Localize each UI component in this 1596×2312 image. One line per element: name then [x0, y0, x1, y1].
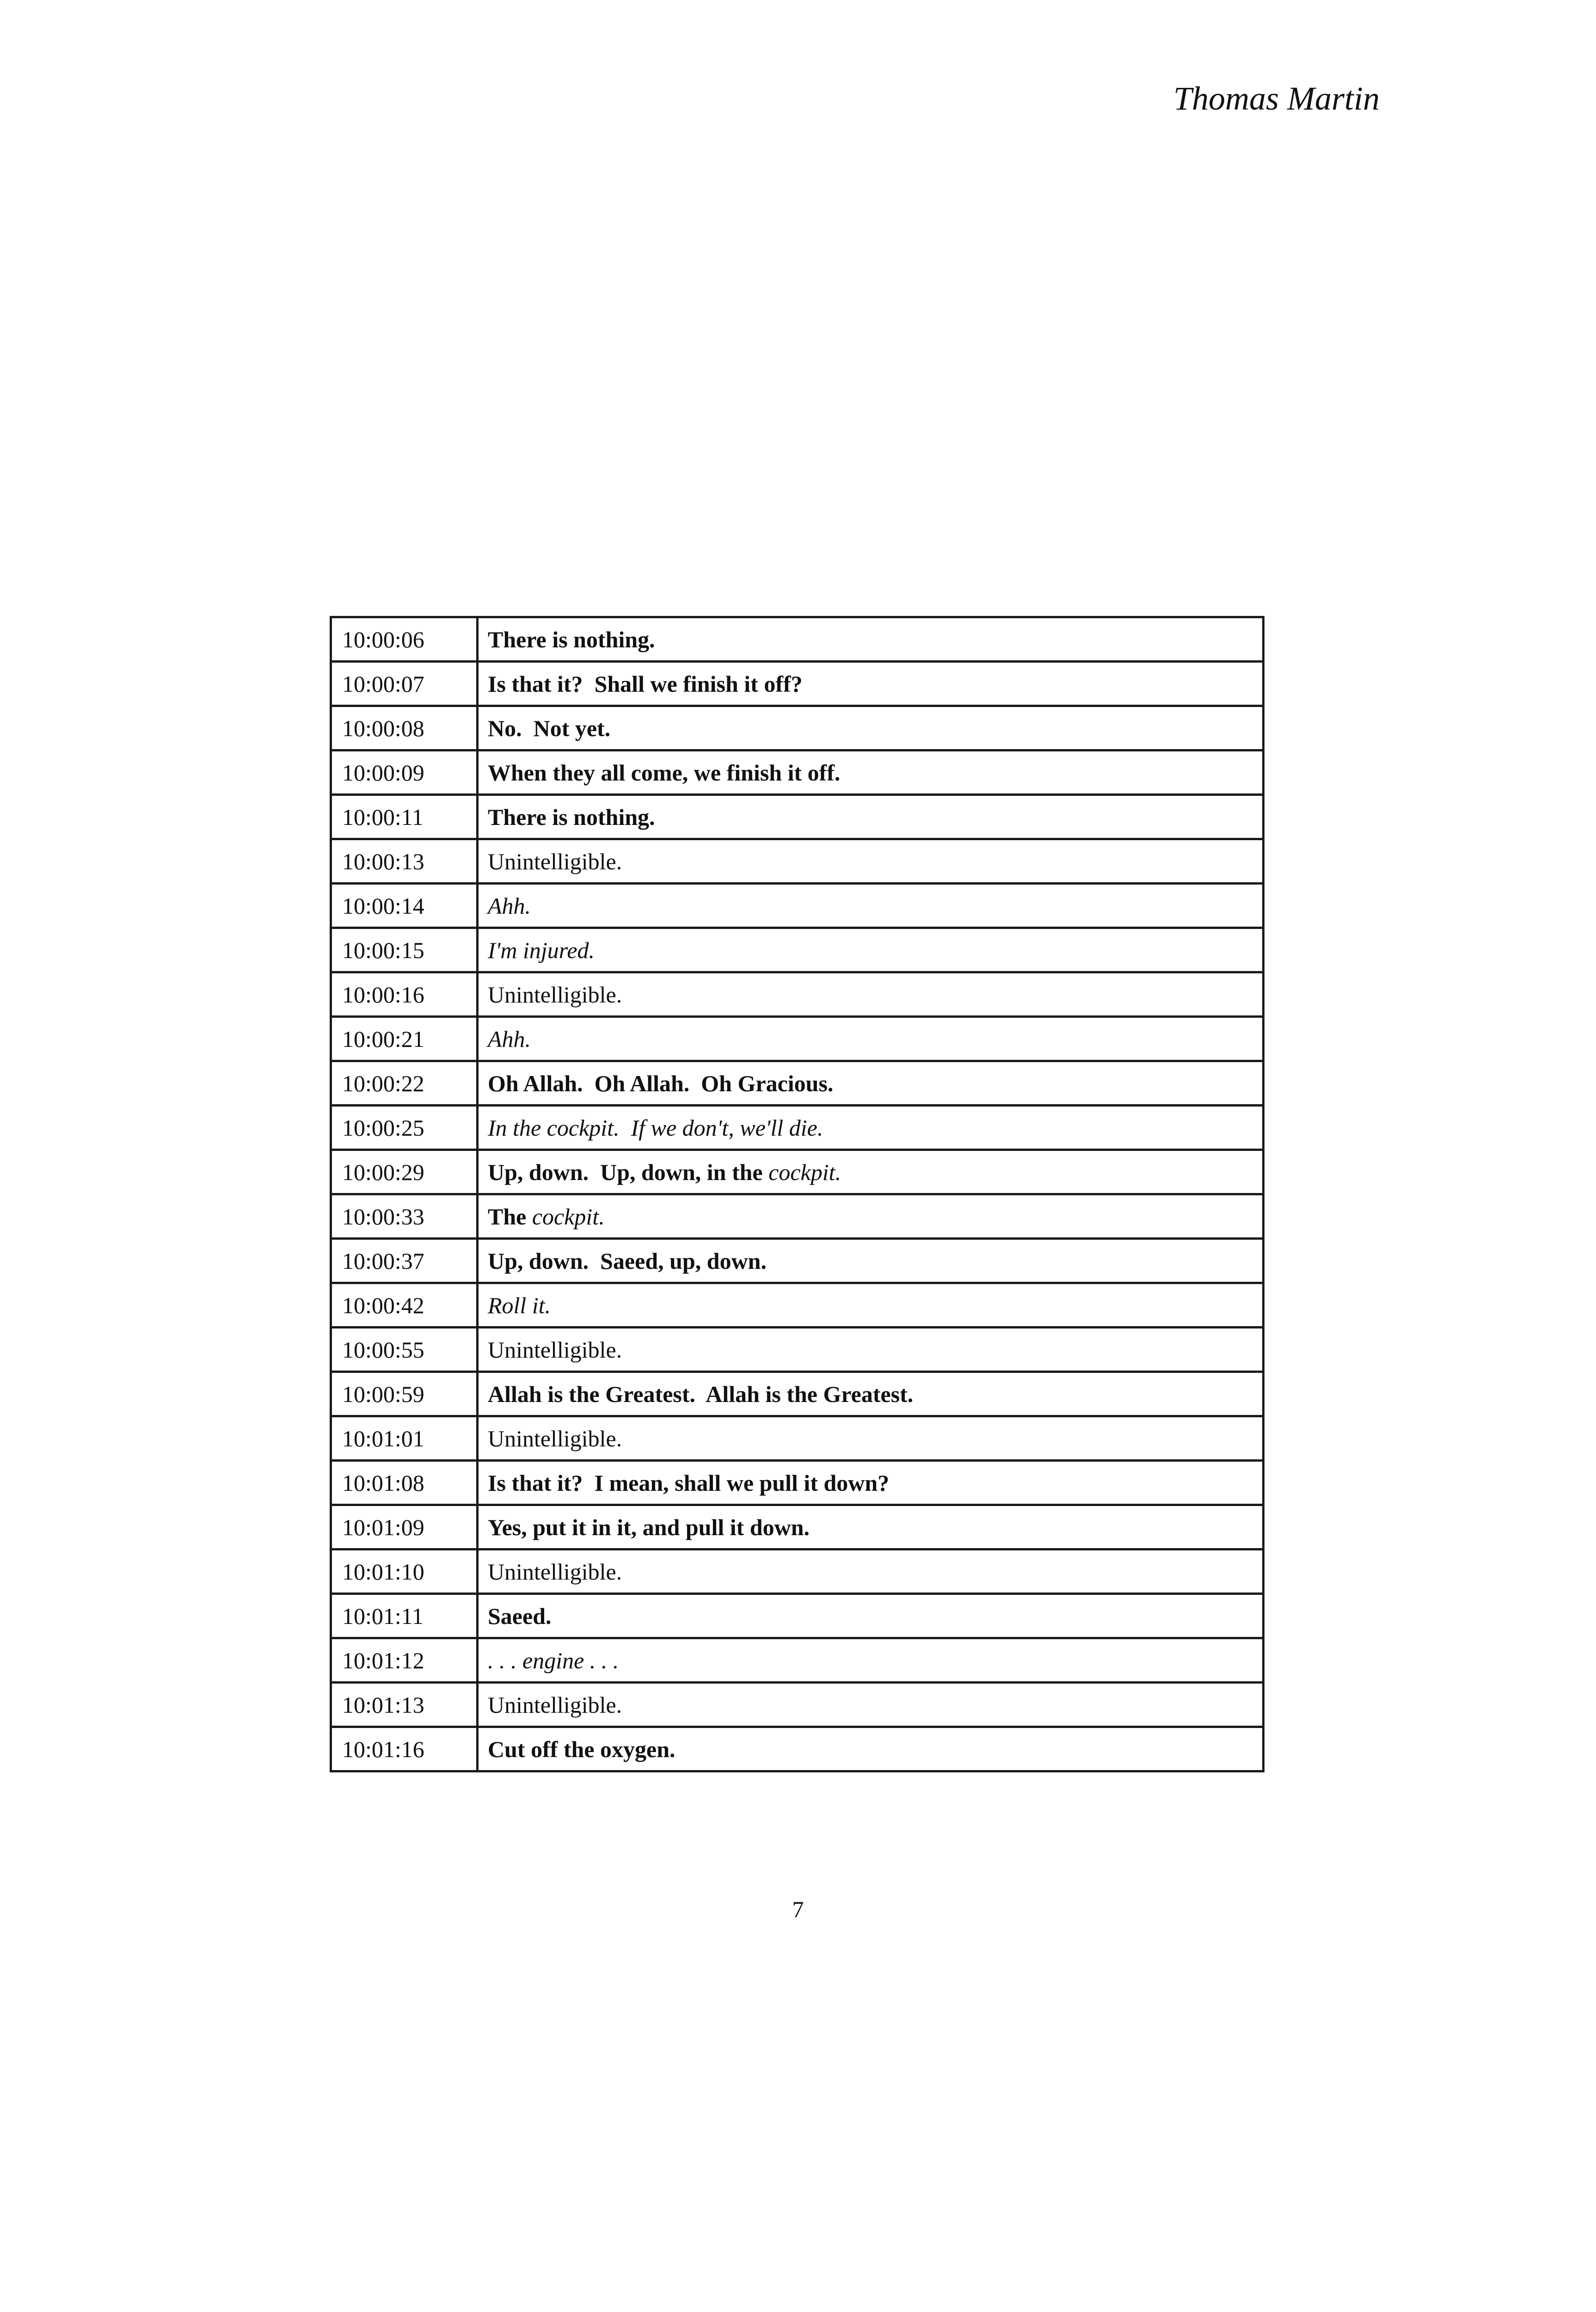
- timestamp-cell: 10:01:11: [331, 1594, 478, 1638]
- timestamp-cell: 10:01:13: [331, 1683, 478, 1727]
- utterance-cell: [478, 1594, 1264, 1638]
- transcript-table: [330, 616, 1265, 1772]
- timestamp-cell: 10:01:09: [331, 1505, 478, 1550]
- utterance-cell: [478, 928, 1264, 972]
- utterance-cell: [478, 1239, 1264, 1283]
- timestamp-cell: 10:00:13: [331, 839, 478, 884]
- utterance-cell: [478, 1328, 1264, 1372]
- running-header-author: Thomas Martin: [1173, 80, 1380, 117]
- utterance-cell: [478, 750, 1264, 795]
- utterance-cell: [478, 972, 1264, 1017]
- utterance-text: There is nothing.: [488, 626, 655, 652]
- timestamp-cell: 10:00:14: [331, 884, 478, 928]
- utterance-text: Oh Allah. Oh Allah. Oh Gracious.: [488, 1070, 834, 1096]
- timestamp-cell: 10:00:09: [331, 750, 478, 795]
- utterance-cell: [478, 1505, 1264, 1550]
- utterance-text: Ahh.: [488, 892, 531, 919]
- transcript-row: [331, 1061, 1264, 1106]
- transcript-row: [331, 1550, 1264, 1594]
- utterance-text: Allah is the Greatest. Allah is the Greatest.: [488, 1381, 914, 1407]
- utterance-text: Is that it? Shall we finish it off?: [488, 670, 803, 697]
- transcript-row: [331, 1461, 1264, 1505]
- transcript-row: [331, 1727, 1264, 1771]
- utterance-cell: [478, 1727, 1264, 1771]
- transcript-row: [331, 1683, 1264, 1727]
- utterance-cell: [478, 1550, 1264, 1594]
- timestamp-cell: 10:00:29: [331, 1150, 478, 1194]
- utterance-cell: [478, 1194, 1264, 1239]
- utterance-text: Up, down. Up, down, in the: [488, 1159, 769, 1185]
- utterance-text: Unintelligible.: [488, 981, 622, 1008]
- transcript-row: [331, 750, 1264, 795]
- utterance-text: Unintelligible.: [488, 848, 622, 874]
- utterance-text: cockpit.: [532, 1203, 605, 1230]
- transcript-row: [331, 795, 1264, 839]
- utterance-cell: [478, 1283, 1264, 1328]
- timestamp-cell: 10:00:59: [331, 1372, 478, 1416]
- utterance-cell: [478, 839, 1264, 884]
- timestamp-cell: 10:00:11: [331, 795, 478, 839]
- transcript-row: [331, 1194, 1264, 1239]
- timestamp-cell: 10:00:55: [331, 1328, 478, 1372]
- transcript-row: [331, 839, 1264, 884]
- utterance-cell: [478, 706, 1264, 750]
- utterance-text: . . . engine . . .: [488, 1647, 619, 1673]
- transcript-row: [331, 1505, 1264, 1550]
- utterance-text: Unintelligible.: [488, 1425, 622, 1451]
- transcript-row: [331, 1283, 1264, 1328]
- transcript-row: [331, 662, 1264, 706]
- timestamp-cell: 10:00:16: [331, 972, 478, 1017]
- transcript-row: [331, 706, 1264, 750]
- utterance-cell: [478, 795, 1264, 839]
- utterance-text: The: [488, 1203, 532, 1230]
- utterance-text: Up, down. Saeed, up, down.: [488, 1248, 767, 1274]
- utterance-cell: [478, 1638, 1264, 1683]
- transcript-row: [331, 1594, 1264, 1638]
- transcript-row: [331, 884, 1264, 928]
- utterance-cell: [478, 1150, 1264, 1194]
- utterance-cell: [478, 1106, 1264, 1150]
- timestamp-cell: 10:00:21: [331, 1017, 478, 1061]
- utterance-cell: [478, 662, 1264, 706]
- timestamp-cell: 10:00:42: [331, 1283, 478, 1328]
- timestamp-cell: 10:01:01: [331, 1416, 478, 1461]
- timestamp-cell: 10:00:08: [331, 706, 478, 750]
- utterance-text: Cut off the oxygen.: [488, 1736, 675, 1762]
- utterance-text: cockpit.: [768, 1159, 841, 1185]
- timestamp-cell: 10:00:06: [331, 617, 478, 662]
- transcript-row: [331, 1328, 1264, 1372]
- utterance-text: When they all come, we finish it off.: [488, 759, 841, 786]
- utterance-text: Unintelligible.: [488, 1558, 622, 1585]
- utterance-text: I'm injured.: [488, 937, 595, 963]
- timestamp-cell: 10:00:22: [331, 1061, 478, 1106]
- timestamp-cell: 10:01:10: [331, 1550, 478, 1594]
- transcript-row: [331, 1106, 1264, 1150]
- transcript-row: [331, 1372, 1264, 1416]
- utterance-text: Is that it? I mean, shall we pull it down?: [488, 1470, 890, 1496]
- timestamp-cell: 10:00:07: [331, 662, 478, 706]
- utterance-cell: [478, 1416, 1264, 1461]
- timestamp-cell: 10:00:15: [331, 928, 478, 972]
- utterance-cell: [478, 1372, 1264, 1416]
- utterance-text: Unintelligible.: [488, 1691, 622, 1718]
- timestamp-cell: 10:01:16: [331, 1727, 478, 1771]
- utterance-cell: [478, 617, 1264, 662]
- utterance-cell: [478, 1061, 1264, 1106]
- transcript-row: [331, 1638, 1264, 1683]
- transcript-row: [331, 617, 1264, 662]
- timestamp-cell: 10:00:33: [331, 1194, 478, 1239]
- utterance-text: No. Not yet.: [488, 715, 611, 741]
- transcript-row: [331, 972, 1264, 1017]
- transcript-body: [331, 617, 1264, 1771]
- utterance-text: In the cockpit. If we don't, we'll die.: [488, 1114, 823, 1141]
- exhibit-page-number: 7: [792, 1896, 804, 1922]
- utterance-text: Roll it.: [488, 1292, 551, 1318]
- timestamp-cell: 10:01:12: [331, 1638, 478, 1683]
- utterance-cell: [478, 1017, 1264, 1061]
- transcript-row: [331, 1416, 1264, 1461]
- utterance-text: Saeed.: [488, 1603, 552, 1629]
- transcript-row: [331, 928, 1264, 972]
- utterance-text: Ahh.: [488, 1026, 531, 1052]
- timestamp-cell: 10:00:25: [331, 1106, 478, 1150]
- timestamp-cell: 10:00:37: [331, 1239, 478, 1283]
- timestamp-cell: 10:01:08: [331, 1461, 478, 1505]
- utterance-text: Yes, put it in it, and pull it down.: [488, 1514, 810, 1540]
- transcript-row: [331, 1017, 1264, 1061]
- transcript-row: [331, 1150, 1264, 1194]
- utterance-text: There is nothing.: [488, 804, 655, 830]
- utterance-cell: [478, 1461, 1264, 1505]
- utterance-cell: [478, 884, 1264, 928]
- transcript-row: [331, 1239, 1264, 1283]
- utterance-text: Unintelligible.: [488, 1336, 622, 1363]
- utterance-cell: [478, 1683, 1264, 1727]
